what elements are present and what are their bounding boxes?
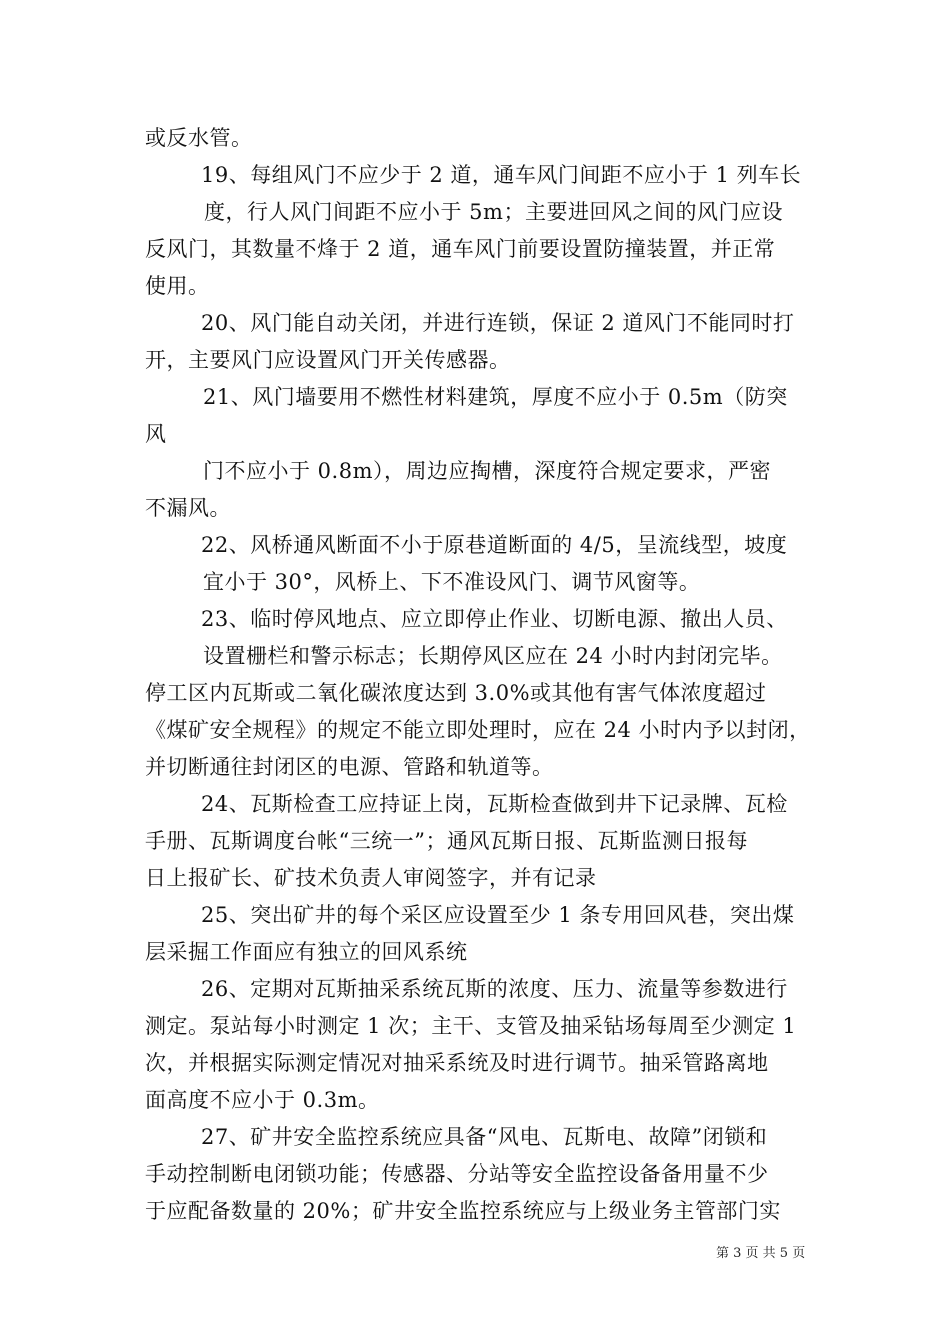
text-line: 25、突出矿井的每个采区应设置至少 1 条专用回风巷，突出煤 <box>201 903 795 927</box>
text-line: 停工区内瓦斯或二氧化碳浓度达到 3.0%或其他有害气体浓度超过 <box>145 681 767 705</box>
text-line: 面高度不应小于 0.3m。 <box>145 1088 380 1112</box>
text-line: 24、瓦斯检查工应持证上岗，瓦斯检查做到井下记录牌、瓦检 <box>201 792 788 816</box>
page-number: 第 3 页 共 5 页 <box>716 1246 806 1261</box>
text-line: 并切断通往封闭区的电源、管路和轨道等。 <box>145 755 554 779</box>
text-line: 测定。泵站每小时测定 1 次；主干、支管及抽采钻场每周至少测定 1 <box>145 1014 797 1038</box>
text-line: 19、每组风门不应少于 2 道，通车风门间距不应小于 1 列车长 <box>201 163 802 187</box>
text-line: 设置栅栏和警示标志；长期停风区应在 24 小时内封闭完毕。 <box>203 644 783 668</box>
text-line: 不漏风。 <box>145 496 231 520</box>
text-line: 27、矿井安全监控系统应具备“风电、瓦斯电、故障”闭锁和 <box>201 1125 768 1149</box>
text-line: 21、风门墙要用不燃性材料建筑，厚度不应小于 0.5m（防突 <box>203 385 788 409</box>
text-line: 日上报矿长、矿技术负责人审阅签字，并有记录 <box>145 866 597 890</box>
text-line: 《煤矿安全规程》的规定不能立即处理时，应在 24 小时内予以封闭， <box>145 718 811 742</box>
text-line: 反风门，其数量不烽于 2 道，通车风门前要设置防撞装置，并正常 <box>145 237 776 261</box>
text-line: 22、风桥通风断面不小于原巷道断面的 4/5，呈流线型，坡度 <box>201 533 788 557</box>
text-line: 度，行人风门间距不应小于 5m；主要进回风之间的风门应设 <box>204 200 783 224</box>
text-line: 26、定期对瓦斯抽采系统瓦斯的浓度、压力、流量等参数进行 <box>201 977 788 1001</box>
text-line: 20、风门能自动关闭，并进行连锁，保证 2 道风门不能同时打 <box>201 311 795 335</box>
text-line: 门不应小于 0.8m），周边应掏槽，深度符合规定要求，严密 <box>203 459 771 483</box>
text-line: 手册、瓦斯调度台帐“三统一”；通风瓦斯日报、瓦斯监测日报每 <box>145 829 748 853</box>
text-line: 开，主要风门应设置风门开关传感器。 <box>145 348 511 372</box>
text-line: 宜小于 30°，风桥上、下不准设风门、调节风窗等。 <box>203 570 701 594</box>
text-line: 层采掘工作面应有独立的回风系统 <box>145 940 468 964</box>
text-line: 或反水管。 <box>145 126 253 150</box>
text-line: 于应配备数量的 20%；矿井安全监控系统应与上级业务主管部门实 <box>145 1199 781 1223</box>
text-line: 次，并根据实际测定情况对抽采系统及时进行调节。抽采管路离地 <box>145 1051 769 1075</box>
text-line: 23、临时停风地点、应立即停止作业、切断电源、撤出人员、 <box>201 607 788 631</box>
text-line: 使用。 <box>145 274 210 298</box>
text-line: 手动控制断电闭锁功能；传感器、分站等安全监控设备备用量不少 <box>145 1162 769 1186</box>
text-line: 风 <box>145 422 167 446</box>
